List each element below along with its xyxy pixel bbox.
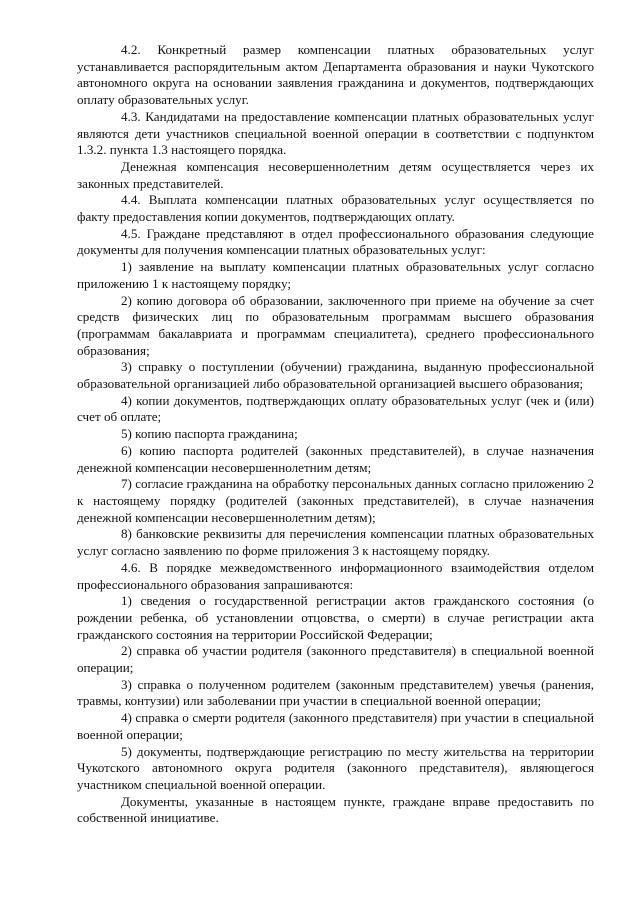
paragraph-4-4: 4.4. Выплата компенсации платных образовательных услуг осуществляется по факту предоставления копии документов, подтверждающих оплату. xyxy=(77,192,594,225)
list-item-4-5-1: 1) заявление на выплату компенсации платных образовательных услуг согласно приложению 1 к настоящему порядку; xyxy=(77,259,594,291)
list-item-4-5-3: 3) справку о поступлении (обучении) гражданина, выданную профессиональной образовательной организацией либо образовательной организацией высшего образования; xyxy=(77,359,594,392)
paragraph-4-6: 4.6. В порядке межведомственного информационного взаимодействия отделом профессионального образования запрашиваются: xyxy=(77,559,594,592)
list-item-4-6-4: 4) справка о смерти родителя (законного представителя) при участии в специальной военной операции; xyxy=(77,710,594,742)
list-item-4-6-5: 5) документы, подтверждающие регистрацию по месту жительства на территории Чукотского автономного округа родителя (законного представителя), являющегося участником специальной военной операции. xyxy=(77,743,594,792)
list-item-4-5-2: 2) копию договора об образовании, заключенного при приеме на обучение за счет средств физических лиц по образовательным программам высшего образования (программам бакалавриата и программам специалитета), среднего профессионального образования; xyxy=(77,292,594,358)
list-item-4-6-1: 1) сведения о государственной регистрации актов гражданского состояния (о рождении ребенка, об установлении отцовства, о смерти) в случае регистрации акта гражданского состояния на территории Российской Федерации; xyxy=(77,593,594,642)
document-page xyxy=(77,42,594,827)
list-item-4-5-7: 7) согласие гражданина на обработку персональных данных согласно приложению 2 к настоящему порядку (родителей (законных представителей), в случае назначения денежной компенсации несовершеннолетним детям); xyxy=(77,476,594,525)
list-item-4-5-4: 4) копии документов, подтверждающих оплату образовательных услуг (чек и (или) счет об оплате; xyxy=(77,392,594,425)
list-item-4-5-5: 5) копию паспорта гражданина; xyxy=(121,426,298,442)
paragraph-compensation-through-representatives: Денежная компенсация несовершеннолетним детям осуществляется через их законных представителей. xyxy=(77,158,594,191)
paragraph-4-5: 4.5. Граждане представляют в отдел профессионального образования следующие документы для получения компенсации платных образовательных услуг: xyxy=(77,225,594,258)
paragraph-4-3: 4.3. Кандидатами на предоставление компенсации платных образовательных услуг являются дети участников специальной военной операции в соответствии с подпунктом 1.3.2. пункта 1.3 настоящего порядка. xyxy=(77,108,594,158)
list-item-4-5-6: 6) копию паспорта родителей (законных представителей), в случае назначения денежной компенсации несовершеннолетним детям; xyxy=(77,442,594,475)
paragraph-own-initiative: Документы, указанные в настоящем пункте, граждане вправе предоставить по собственной инициативе. xyxy=(77,793,594,826)
list-item-4-6-2: 2) справка об участии родителя (законного представителя) в специальной военной операции; xyxy=(77,643,594,676)
paragraph-4-2: 4.2. Конкретный размер компенсации платных образовательных услуг устанавливается распорядительным актом Департамента образования и науки Чукотского автономного округа на основании заявления гражданина и документов, подтверждающих оплату образовательных услуг. xyxy=(77,42,594,108)
list-item-4-5-8: 8) банковские реквизиты для перечисления компенсации платных образовательных услуг согласно заявлению по форме приложения 3 к настоящему порядку. xyxy=(77,526,594,559)
list-item-4-6-3: 3) справка о полученном родителем (законным представителем) увечья (ранения, травмы, контузии) или заболевании при участии в специальной военной операции; xyxy=(77,676,594,709)
